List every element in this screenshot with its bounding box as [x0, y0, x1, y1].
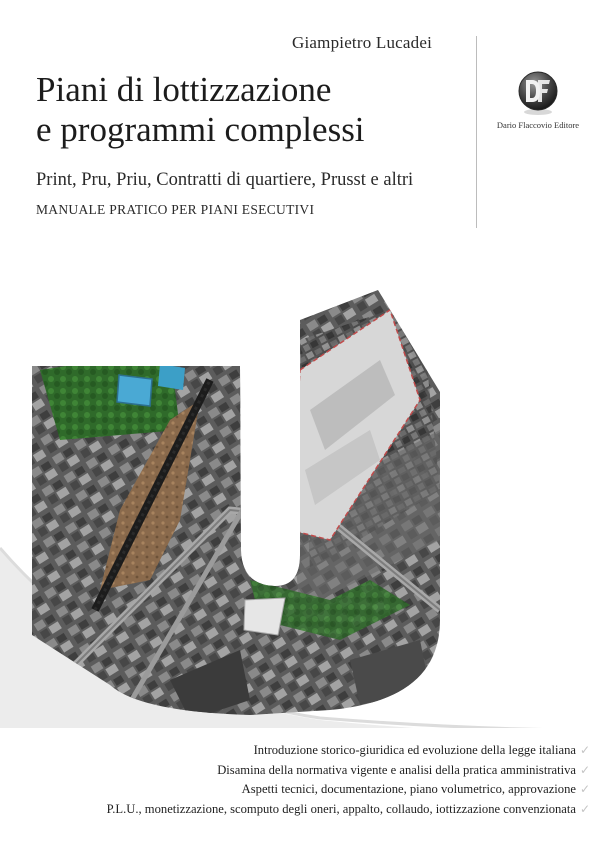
feature-item: P.L.U., monetizzazione, scomputo degli oneri, appalto, collaudo, iottizzazione convenzionata ✓ [107, 800, 592, 820]
feature-item: Introduzione storico-giuridica ed evoluzione della legge italiana ✓ [107, 741, 592, 761]
title-line-1: Piani di lottizzazione [36, 70, 332, 109]
dario-flaccovio-logo-icon [515, 70, 561, 116]
publisher-block [488, 70, 588, 130]
check-icon: ✓ [579, 743, 591, 757]
check-icon: ✓ [579, 801, 591, 816]
feature-item: Disamina della normativa vigente e analisi della pratica amministrativa ✓ [107, 761, 592, 781]
vertical-divider [476, 36, 477, 228]
book-subtitle: Print, Pru, Priu, Contratti di quartiere, Prusst e altri [36, 170, 414, 190]
aerial-map-u-shape-icon [0, 280, 600, 740]
feature-item: Aspetti tecnici, documentazione, piano volumetrico, approvazione ✓ [107, 780, 592, 800]
feature-list [107, 741, 592, 819]
publisher-name: Dario Flaccovio Editore [496, 120, 580, 130]
series-label: MANUALE PRATICO PER PIANI ESECUTIVI [36, 202, 315, 217]
title-line-2: e programmi complessi [36, 110, 365, 149]
check-icon: ✓ [579, 782, 591, 796]
author-name: Giampietro Lucadei [292, 33, 433, 52]
book-title [36, 70, 365, 150]
check-icon: ✓ [579, 762, 591, 777]
